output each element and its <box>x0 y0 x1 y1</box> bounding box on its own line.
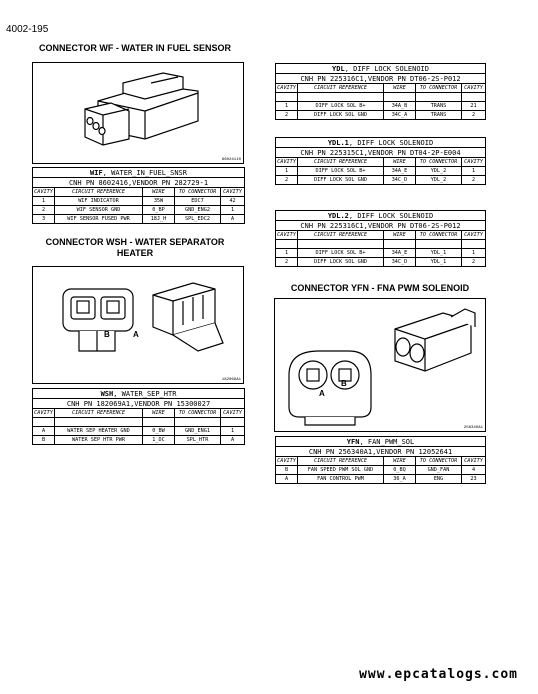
table-cell: 0_BQ <box>384 466 416 475</box>
ydl-table-title-text: , DIFF LOCK SOLENOID <box>344 64 429 73</box>
table-cell: 2 <box>462 176 486 185</box>
yfn-connector-drawing <box>275 299 485 431</box>
table-cell: 1_DC <box>143 436 175 445</box>
table-cell: 1 <box>462 249 486 258</box>
table-cell: WIF INDICATOR <box>55 197 143 206</box>
table-cell: 2 <box>276 111 298 120</box>
table-cell: WIF SENSOR GND <box>55 206 143 215</box>
ydl1-table-code: YDL.1 <box>327 138 349 147</box>
table-cell: 1 <box>276 167 298 176</box>
yfn-pin-a-label: A <box>319 389 325 398</box>
table-cell: 1 <box>462 167 486 176</box>
wsh-connector-table <box>32 388 245 445</box>
wf-table-title-text: , WATER_IN_FUEL_SNSR <box>102 168 187 177</box>
column-header: CAVITY <box>462 231 486 240</box>
table-cell: 23 <box>462 475 486 484</box>
ydl2-table-code: YDL.2 <box>327 211 349 220</box>
table-cell: 2 <box>276 176 298 185</box>
column-header: TO CONNECTOR <box>175 188 221 197</box>
table-row <box>33 427 245 436</box>
table-cell: TRANS <box>416 102 462 111</box>
table-cell: ENG <box>416 475 462 484</box>
column-header: WIRE <box>143 409 175 418</box>
table-cell: DIFF LOCK SOL GND <box>298 258 384 267</box>
column-header: CIRCUIT REFERENCE <box>298 231 384 240</box>
column-header: CAVITY <box>221 188 245 197</box>
empty-cell <box>276 93 298 102</box>
yfn-table-title <box>276 437 486 447</box>
table-cell: 34A_B <box>384 102 416 111</box>
table-cell: 1 <box>276 102 298 111</box>
table-column-header-row <box>33 409 245 418</box>
heading-wsh <box>22 237 248 259</box>
ydl1-table-title-text: , DIFF LOCK SOLENOID <box>348 138 434 147</box>
empty-cell <box>276 240 298 249</box>
empty-cell <box>384 93 416 102</box>
table-spacer-row <box>276 240 486 249</box>
yfn-connector-figure <box>274 298 486 432</box>
column-header: WIRE <box>384 158 416 167</box>
table-cell: 18J_H <box>143 215 175 224</box>
table-cell: 36_A <box>384 475 416 484</box>
column-header: CIRCUIT REFERENCE <box>298 84 384 93</box>
column-header: CAVITY <box>462 457 486 466</box>
column-header: CAVITY <box>462 84 486 93</box>
empty-cell <box>416 93 462 102</box>
table-cell: 0_BP <box>143 206 175 215</box>
table-row <box>33 436 245 445</box>
wf-connector-figure <box>32 62 244 164</box>
ydl1-table-container <box>275 137 486 185</box>
table-cell: DIFF LOCK SOL B+ <box>298 249 384 258</box>
empty-cell <box>298 240 384 249</box>
ydl-connector-table <box>275 63 486 120</box>
yfn-table-title-text: , FAN_PWM_SOL <box>359 437 415 446</box>
table-cell: YDL_2 <box>416 176 462 185</box>
column-header: WIRE <box>384 457 416 466</box>
column-header: CIRCUIT REFERENCE <box>55 409 143 418</box>
column-header: TO CONNECTOR <box>416 231 462 240</box>
table-cell: 1 <box>221 206 245 215</box>
table-row <box>276 466 486 475</box>
table-cell: 35W <box>143 197 175 206</box>
table-cell: EDC7 <box>175 197 221 206</box>
table-cell: 1 <box>33 197 55 206</box>
heading-wsh-line1: CONNECTOR WSH - WATER SEPARATOR <box>45 237 225 247</box>
table-cell: 2 <box>33 206 55 215</box>
table-cell: A <box>33 427 55 436</box>
table-cell: 3 <box>33 215 55 224</box>
ydl1-connector-table <box>275 137 486 185</box>
table-row <box>276 111 486 120</box>
ydl-table-code: YDL <box>332 64 345 73</box>
column-header: WIRE <box>384 84 416 93</box>
ydl-table-subtitle: CNH PN 225316C1,VENDOR PN DT06-2S-P012 <box>276 74 486 84</box>
wsh-figure-label: 182069A1 <box>221 378 241 382</box>
table-row <box>276 176 486 185</box>
wsh-pin-b-label: B <box>104 330 110 339</box>
column-header: TO CONNECTOR <box>175 409 221 418</box>
table-cell: A <box>276 475 298 484</box>
table-cell: 4 <box>462 466 486 475</box>
wf-connector-table <box>32 167 245 224</box>
table-cell: WATER SEP HEATER GND <box>55 427 143 436</box>
table-cell: 34C_D <box>384 258 416 267</box>
empty-cell <box>175 418 221 427</box>
table-row <box>33 197 245 206</box>
empty-cell <box>416 240 462 249</box>
wf-table-title <box>33 168 245 178</box>
wsh-table-title <box>33 389 245 399</box>
wf-table-container <box>32 167 245 224</box>
empty-cell <box>298 93 384 102</box>
column-header: TO CONNECTOR <box>416 84 462 93</box>
table-cell: A <box>221 215 245 224</box>
yfn-table-container <box>275 436 486 484</box>
ydl2-table-subtitle: CNH PN 225316C1,VENDOR PN DT06-2S-P012 <box>276 221 486 231</box>
table-cell: YDL_2 <box>416 167 462 176</box>
table-cell: 2 <box>276 258 298 267</box>
wsh-table-code: WSH <box>100 389 114 398</box>
table-cell: B <box>276 466 298 475</box>
table-row <box>33 206 245 215</box>
column-header: WIRE <box>143 188 175 197</box>
column-header: CAVITY <box>34 188 53 195</box>
wsh-pin-a-label: A <box>133 330 139 339</box>
column-header: CIRCUIT REFERENCE <box>298 457 384 466</box>
wf-table-subtitle: CNH PN 8602416,VENDOR PN 282729-1 <box>33 178 245 188</box>
column-header: TO CONNECTOR <box>416 457 462 466</box>
ydl1-table-subtitle: CNH PN 225315C1,VENDOR PN DT04-2P-E004 <box>276 148 486 158</box>
column-header: WIRE <box>384 231 416 240</box>
table-cell: DIFF LOCK SOL GND <box>298 176 384 185</box>
ydl-table-container <box>275 63 486 120</box>
empty-cell <box>462 93 486 102</box>
table-cell: A <box>221 436 245 445</box>
table-spacer-row <box>276 93 486 102</box>
table-cell: 42 <box>221 197 245 206</box>
column-header: CIRCUIT REFERENCE <box>298 158 384 167</box>
table-cell: 34C_D <box>384 176 416 185</box>
table-row <box>276 102 486 111</box>
table-cell: FAN CONTROL PWM <box>298 475 384 484</box>
table-cell: 34A_E <box>384 167 416 176</box>
table-cell: GND_FAN <box>416 466 462 475</box>
table-column-header-row <box>33 188 245 197</box>
table-cell: 1 <box>221 427 245 436</box>
table-cell: WIF SENSOR FUSED PWR <box>55 215 143 224</box>
table-cell: GND_ENG1 <box>175 427 221 436</box>
column-header: CIRCUIT REFERENCE <box>55 188 143 197</box>
column-header: CAVITY <box>277 158 296 165</box>
table-cell: DIFF LOCK SOL B+ <box>298 167 384 176</box>
column-header: CAVITY <box>277 84 296 91</box>
table-row <box>33 215 245 224</box>
wsh-table-title-text: , WATER_SEP_HTR <box>113 389 177 398</box>
table-cell: DIFF LOCK SOL B+ <box>298 102 384 111</box>
table-cell: 21 <box>462 102 486 111</box>
table-cell: 2 <box>462 111 486 120</box>
heading-yfn: CONNECTOR YFN - FNA PWM SOLENOID <box>290 283 470 293</box>
yfn-pin-b-label: B <box>341 379 347 388</box>
yfn-connector-table <box>275 436 486 484</box>
table-cell: SPL_EDC2 <box>175 215 221 224</box>
empty-cell <box>462 240 486 249</box>
table-column-header-row <box>276 457 486 466</box>
empty-cell <box>33 418 55 427</box>
table-row <box>276 475 486 484</box>
wsh-connector-figure <box>32 266 244 384</box>
table-cell: 2 <box>462 258 486 267</box>
ydl2-table-container <box>275 210 486 267</box>
column-header: CAVITY <box>34 409 53 416</box>
wf-figure-label: 86024110 <box>221 158 241 162</box>
empty-cell <box>143 418 175 427</box>
table-column-header-row <box>276 231 486 240</box>
column-header: CAVITY <box>277 231 296 238</box>
ydl-table-title <box>276 64 486 74</box>
empty-cell <box>55 418 143 427</box>
table-cell: SPL_HTR <box>175 436 221 445</box>
table-spacer-row <box>33 418 245 427</box>
wsh-table-container <box>32 388 245 445</box>
yfn-table-subtitle: CNH PN 256340A1,VENDOR PN 12052641 <box>276 447 486 457</box>
table-cell: TRANS <box>416 111 462 120</box>
table-cell: 1 <box>276 249 298 258</box>
ydl2-connector-table <box>275 210 486 267</box>
table-cell: 34A_E <box>384 249 416 258</box>
table-cell: 34C_A <box>384 111 416 120</box>
heading-wsh-line2: HEATER <box>116 248 154 258</box>
empty-cell <box>384 240 416 249</box>
empty-cell <box>221 418 245 427</box>
ydl2-table-title <box>276 211 486 221</box>
table-row <box>276 167 486 176</box>
ydl1-table-title <box>276 138 486 148</box>
footer-url: www.epcatalogs.com <box>359 667 518 682</box>
wsh-connector-drawing <box>33 267 243 383</box>
table-cell: DIFF LOCK SOL GND <box>298 111 384 120</box>
table-cell: FAN SPEED PWM SOL GND <box>298 466 384 475</box>
table-column-header-row <box>276 84 486 93</box>
page-number: 4002-195 <box>6 24 49 35</box>
column-header: CAVITY <box>277 457 296 464</box>
heading-wf: CONNECTOR WF - WATER IN FUEL SENSOR <box>38 43 231 53</box>
table-cell: YDL_1 <box>416 249 462 258</box>
yfn-figure-label: 256340A1 <box>463 426 483 430</box>
column-header: CAVITY <box>462 158 486 167</box>
table-cell: 0_BW <box>143 427 175 436</box>
table-cell: WATER SEP HTR PWR <box>55 436 143 445</box>
table-cell: B <box>33 436 55 445</box>
yfn-table-code: YFN <box>346 437 360 446</box>
wf-table-code: WIF <box>90 168 103 177</box>
wsh-table-subtitle: CNH PN 182069A1,VENDOR PN 15300027 <box>33 399 245 409</box>
table-cell: GND_ENG2 <box>175 206 221 215</box>
wf-connector-drawing <box>33 63 243 163</box>
table-column-header-row <box>276 158 486 167</box>
column-header: CAVITY <box>221 409 245 418</box>
table-cell: YDL_1 <box>416 258 462 267</box>
table-row <box>276 258 486 267</box>
column-header: TO CONNECTOR <box>416 158 462 167</box>
table-row <box>276 249 486 258</box>
ydl2-table-title-text: , DIFF LOCK SOLENOID <box>348 211 434 220</box>
